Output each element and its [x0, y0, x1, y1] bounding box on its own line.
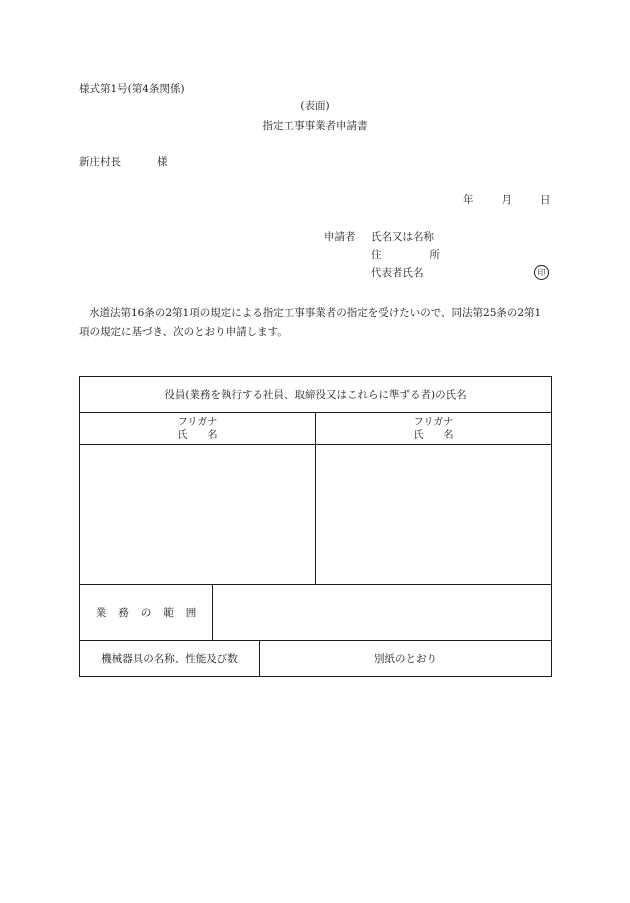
furigana-label-right: フリガナ: [413, 416, 454, 428]
equipment-label: 機械器具の名称、性能及び数: [80, 641, 260, 677]
seal-mark: 印: [534, 265, 549, 280]
scope-field[interactable]: [213, 585, 552, 641]
date-day: 日: [540, 194, 551, 206]
body-text: 水道法第16条の2第1項の規定による指定工事事業者の指定を受けたいので、同法第25条の2第1項の規定に基づき、次のとおり申請します。: [79, 307, 542, 338]
document-title: 指定工事事業者申請書: [262, 120, 368, 132]
addressee-name: 新庄村長: [79, 156, 121, 168]
officer-names-left-field[interactable]: [80, 445, 316, 585]
applicant-name-label: 氏名又は名称: [371, 231, 434, 243]
addressee-honorific: 様: [157, 156, 168, 168]
address-label-2: 所: [429, 249, 440, 261]
scope-label: 業 務 の 範 囲: [80, 585, 213, 641]
representative-label: 代表者氏名: [371, 267, 424, 279]
applicant-address-label: [371, 250, 440, 261]
name-label-left: 氏 名: [177, 429, 218, 441]
equipment-value: 別紙のとおり: [260, 641, 552, 677]
name-label-right: 氏 名: [413, 429, 454, 441]
furigana-label-left: フリガナ: [177, 416, 218, 428]
furigana-header-left: [80, 413, 316, 445]
officer-names-right-field[interactable]: [316, 445, 552, 585]
furigana-header-right: [316, 413, 552, 445]
application-table: [79, 376, 552, 677]
form-number: 様式第1号(第4条関係): [79, 83, 185, 95]
applicant-label: 申請者: [324, 231, 356, 243]
side-label: (表面): [300, 100, 330, 112]
addressee: [79, 157, 168, 168]
officers-header: 役員(業務を執行する社員、取締役又はこれらに準ずる者)の氏名: [80, 377, 552, 413]
date-line: [463, 195, 551, 206]
address-label-1: 住: [371, 249, 382, 261]
date-year: 年: [463, 194, 474, 206]
date-month: 月: [501, 194, 512, 206]
